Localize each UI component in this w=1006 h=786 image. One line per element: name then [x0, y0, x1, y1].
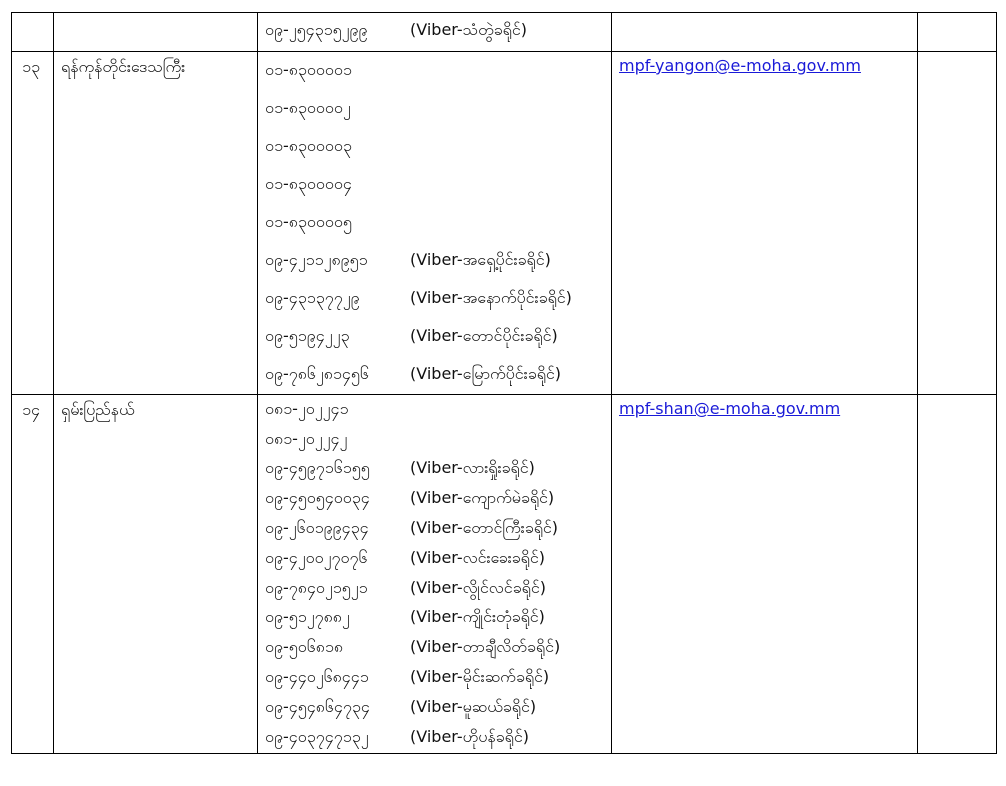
- phone-line: [258, 13, 611, 48]
- viber-note: (Viber-မြောက်ပိုင်းခရိုင်): [410, 364, 562, 383]
- viber-note: (Viber-လွိုင်လင်ခရိုင်): [410, 577, 546, 597]
- phone-line: [258, 356, 611, 394]
- phone-line: [258, 425, 611, 455]
- viber-note: (Viber-မူဆယ်ခရိုင်): [410, 696, 537, 716]
- phone-line: [258, 544, 611, 574]
- row-number-cell: [12, 13, 54, 52]
- region-cell: [54, 13, 258, 52]
- extra-cell: [918, 52, 997, 395]
- row-number-cell: [12, 52, 54, 395]
- phone-number: ၀၉-၄၅၄၈၆၄၇၃၄: [265, 696, 370, 716]
- phone-list: [258, 13, 611, 48]
- phone-line: [258, 723, 611, 753]
- phone-number: ၀၁-၈၃၀၀၀၀၁: [265, 60, 352, 79]
- row-number: ၁၃: [22, 57, 40, 76]
- table-row: [12, 13, 997, 52]
- phone-list: [258, 395, 611, 753]
- phones-cell: [258, 13, 612, 52]
- phone-number: ၀၉-၄၂၀၀၂၇၀၇၆: [265, 547, 368, 567]
- region-cell: [54, 395, 258, 754]
- phone-number: ၀၉-၄၀၃၇၄၇၁၃၂: [265, 726, 369, 746]
- viber-note: (Viber-တောင်ကြီးခရိုင်): [410, 518, 559, 538]
- phone-line: [258, 574, 611, 604]
- phones-cell: [258, 395, 612, 754]
- viber-note: (Viber-မိုင်းဆက်ခရိုင်): [410, 667, 550, 687]
- region-name: ရှမ်းပြည်နယ်: [61, 400, 135, 419]
- phone-number: ၀၁-၈၃၀၀၀၀၅: [265, 212, 352, 231]
- viber-note: (Viber-တာချီလိတ်ခရိုင်): [410, 637, 561, 657]
- phone-line: [258, 633, 611, 663]
- phone-line: [258, 52, 611, 90]
- phone-number: ၀၉-၄၄၀၂၆၈၄၄၁: [265, 667, 369, 687]
- viber-note: (Viber-ကျိုင်းတုံခရိုင်): [410, 607, 545, 627]
- viber-note: (Viber-တောင်ပိုင်းခရိုင်): [410, 326, 558, 345]
- email-link-yangon[interactable]: mpf-yangon@e-moha.gov.mm: [619, 56, 861, 75]
- phone-line: [258, 128, 611, 166]
- phone-line: [258, 693, 611, 723]
- viber-note: (Viber-ဟိုပန်ခရိုင်): [410, 726, 529, 746]
- phone-number: ၀၈၁-၂၀၂၂၄၁: [265, 398, 349, 418]
- phone-number: ၀၉-၅၁၉၄၂၂၃: [265, 326, 350, 345]
- phone-line: [258, 166, 611, 204]
- phone-list: [258, 52, 611, 394]
- phones-cell: [258, 52, 612, 395]
- phone-number: ၀၉-၄၃၁၃၇၇၂၉: [265, 288, 360, 307]
- viber-note: (Viber-သံတွဲခရိုင်): [410, 19, 527, 39]
- viber-note: (Viber-အရှေ့ပိုင်းခရိုင်): [410, 250, 551, 269]
- phone-line: [258, 90, 611, 128]
- phone-line: [258, 395, 611, 425]
- table-row: [12, 52, 997, 395]
- contacts-table: [11, 12, 997, 754]
- extra-cell: [918, 395, 997, 754]
- viber-note: (Viber-လင်းခေးခရိုင်): [410, 547, 545, 567]
- phone-number: ၀၉-၅၁၂၇၈၈၂: [265, 607, 350, 627]
- email-text: [612, 13, 917, 17]
- email-link-shan[interactable]: mpf-shan@e-moha.gov.mm: [619, 399, 841, 418]
- region-name: ရန်ကုန်တိုင်းဒေသကြီး: [61, 57, 186, 76]
- phone-line: [258, 455, 611, 485]
- email-cell: [612, 52, 918, 395]
- phone-number: ၀၉-၂၆၀၁၉၉၄၃၄: [265, 518, 369, 538]
- phone-number: ၀၉-၂၅၄၃၁၅၂၉၉: [265, 19, 368, 39]
- phone-number: ၀၁-၈၃၀၀၀၀၃: [265, 136, 352, 155]
- phone-number: ၀၉-၄၅၀၅၄၀၀၃၄: [265, 488, 370, 508]
- phone-line: [258, 604, 611, 634]
- table-row: [12, 395, 997, 754]
- region-cell: [54, 52, 258, 395]
- viber-note: (Viber-လားရှိုးခရိုင်): [410, 458, 535, 478]
- phone-number: ၀၁-၈၃၀၀၀၀၄: [265, 174, 352, 193]
- phone-number: ၀၁-၈၃၀၀၀၀၂: [265, 98, 351, 117]
- viber-note: (Viber-အနောက်ပိုင်းခရိုင်): [410, 288, 572, 307]
- phone-number: ၀၈၁-၂၀၂၂၄၂: [265, 428, 348, 448]
- phone-number: ၀၉-၄၂၁၁၂၈၉၅၁: [265, 250, 368, 269]
- phone-line: [258, 484, 611, 514]
- phone-line: [258, 318, 611, 356]
- row-number: [12, 13, 53, 17]
- phone-number: ၀၉-၇၈၄၀၂၁၅၂၁: [265, 577, 368, 597]
- phone-line: [258, 514, 611, 544]
- email-cell: [612, 13, 918, 52]
- phone-line: [258, 663, 611, 693]
- email-cell: [612, 395, 918, 754]
- phone-line: [258, 204, 611, 242]
- row-number: ၁၄: [22, 400, 40, 419]
- extra-cell: [918, 13, 997, 52]
- phone-line: [258, 242, 611, 280]
- viber-note: (Viber-ကျောက်မဲခရိုင်): [410, 488, 555, 508]
- region-name: [54, 13, 257, 17]
- phone-line: [258, 280, 611, 318]
- phone-number: ၀၉-၄၅၉၇၁၆၁၅၅: [265, 458, 370, 478]
- phone-number: ၀၉-၇၈၆၂၈၁၄၅၆: [265, 364, 369, 383]
- row-number-cell: [12, 395, 54, 754]
- phone-number: ၀၉-၅၀၆၈၁၈: [265, 637, 344, 657]
